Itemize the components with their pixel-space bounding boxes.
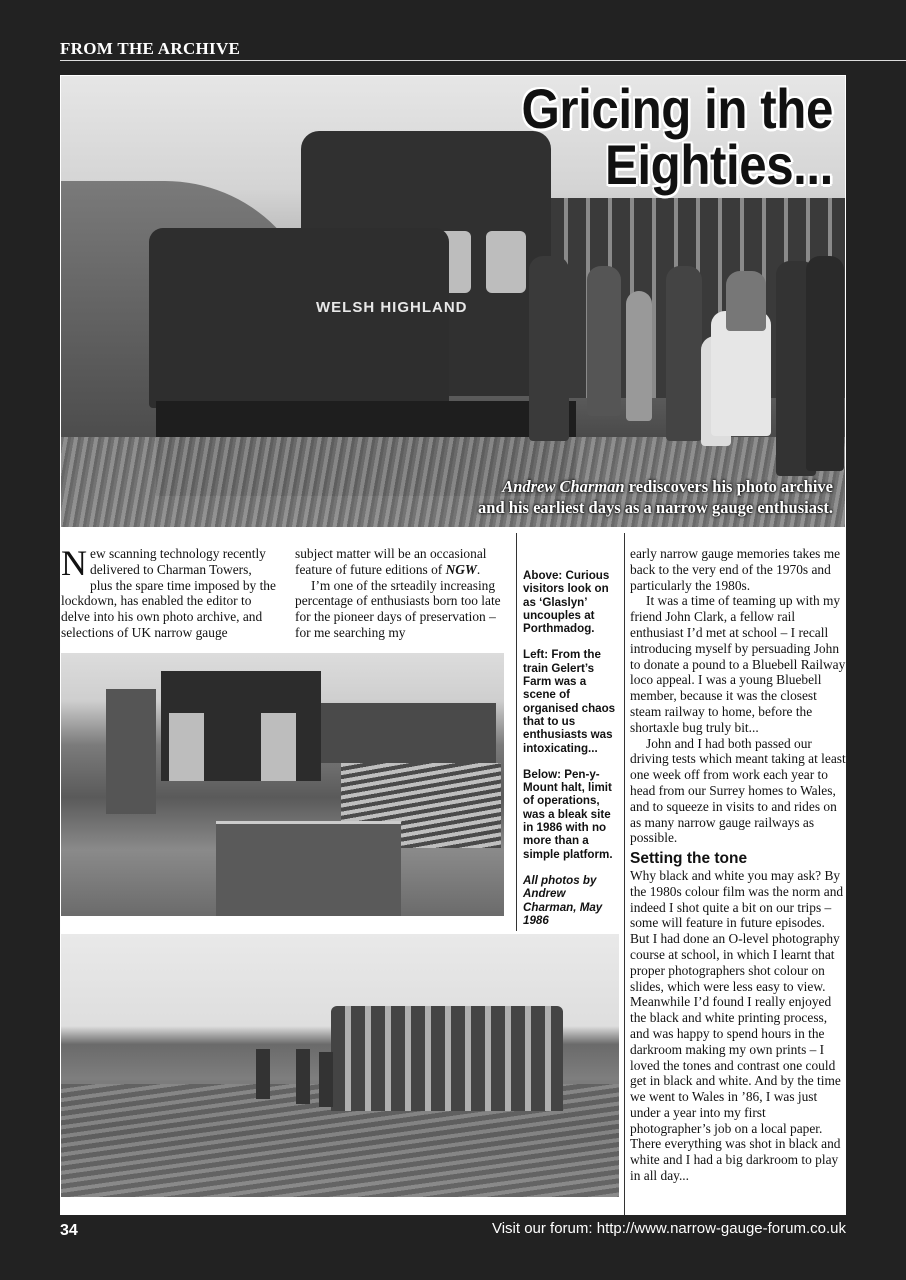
column-rule [624,533,625,1215]
paragraph-text: . [476,561,481,577]
headline [521,77,833,196]
hero-photo [61,76,845,527]
standfirst-line-1-text: rediscovers his photo archive [624,477,833,496]
page-number: 34 [60,1222,78,1239]
article-paragraph: John and I had both passed our driving tests which meant taking at least one week off from work each year to head from our Surrey homes to Wales, and to squeeze in visits to and rides on as many narrow gauge railways as possible. [630,735,846,846]
cab-window [486,231,526,293]
person [806,256,844,471]
column-rule [516,533,517,931]
shed-door [261,713,296,781]
building [321,703,496,763]
paragraph-text: ew scanning technology recently delivered to Charman Towers, plus the spare time imposed by the lockdown, has enabled the editor to delve into his own photo archive, and selections of UK narrow gauge [61,546,276,640]
article-paragraph: Why black and white you may ask? By the 1980s colour film was the norm and indeed I shot quite a bit on our trips – some will feature in future episodes. But I had done an O-level photography course at school, in which I learnt that proper photographers shot colour on slides, which were less easy to view. Meanwhile I’d found I really enjoyed the black and white printing process, and was happy to spend hours in the darkroom making my own prints – I loved the tones and contrast one could get in black and white. And by the time we went to Wales in ’86, I was just under a year into my first photographer’s job on a local paper. There everything was shot in black and white and I had a big darkroom to play in all day... [630,867,844,1184]
paragraph-text: subject matter will be an occasional feature of future editions of [295,546,487,577]
standfirst-line-2: and his earliest days as a narrow gauge enthusiast. [478,498,833,517]
caption-above: Above: Curious visitors look on as ‘Glaslyn’ uncouples at Porthmadog. [523,569,610,636]
caption-below: Below: Pen-y-Mount halt, limit of operations, was a bleak site in 1986 with no more than a simple platform. [523,767,613,861]
drop-cap: N [61,543,87,583]
loco-body [149,228,449,408]
shed-door [169,713,204,781]
person [529,256,569,441]
standfirst-line-1 [478,476,833,497]
article-paragraph [61,543,277,641]
article-paragraph: I’m one of the srteadily increasing percentage of enthusiasts born too late for the pioneer days of preservation – for me searching my [295,577,501,640]
article-column-3 [630,546,846,1184]
photo-gelerts-farm [61,653,504,916]
person [666,266,702,441]
person [256,1049,270,1099]
loco-lettering: WELSH HIGHLAND [316,299,468,316]
photo-pen-y-mount [61,934,619,1197]
article-paragraph: It was a time of teaming up with my friend John Clark, a fellow rail enthusiast I’d met at school – I recall introducing myself by persuading John to donate a pound to a Bluebell Railway loco appeal. I was a young Bluebell member, because it was the closest steam railway to home, before the shortaxle bug truly bit... [630,593,846,735]
headline-line-2: Eighties... [605,133,833,196]
section-label: FROM THE ARCHIVE [60,39,241,58]
forum-link[interactable]: Visit our forum: http://www.narrow-gauge-forum.co.uk [491,1220,846,1237]
platform-structure [216,821,401,916]
article-column-2 [295,546,509,641]
person [726,271,766,331]
photo-credit: All photos by Andrew Charman, May 1986 [523,873,603,927]
person [626,291,652,421]
header-rule [60,60,906,61]
train-coaches [331,1006,563,1111]
photo-captions [523,569,621,940]
water-tank [106,689,156,814]
article-paragraph [295,546,509,578]
person [296,1049,310,1104]
article-paragraph: early narrow gauge memories takes me back to the very end of the 1970s and particularly the 1980s. [630,546,841,593]
person [587,266,621,416]
magazine-name: NGW [445,561,477,577]
standfirst [478,476,833,518]
subheading: Setting the tone [630,850,748,868]
author-name: Andrew Charman [502,477,625,496]
article-column-1 [61,543,277,641]
headline-line-1: Gricing in the [521,77,833,140]
person [319,1052,333,1107]
caption-left: Left: From the train Gelert’s Farm was a scene of organised chaos that to us enthusiasts was intoxicating... [523,648,616,755]
